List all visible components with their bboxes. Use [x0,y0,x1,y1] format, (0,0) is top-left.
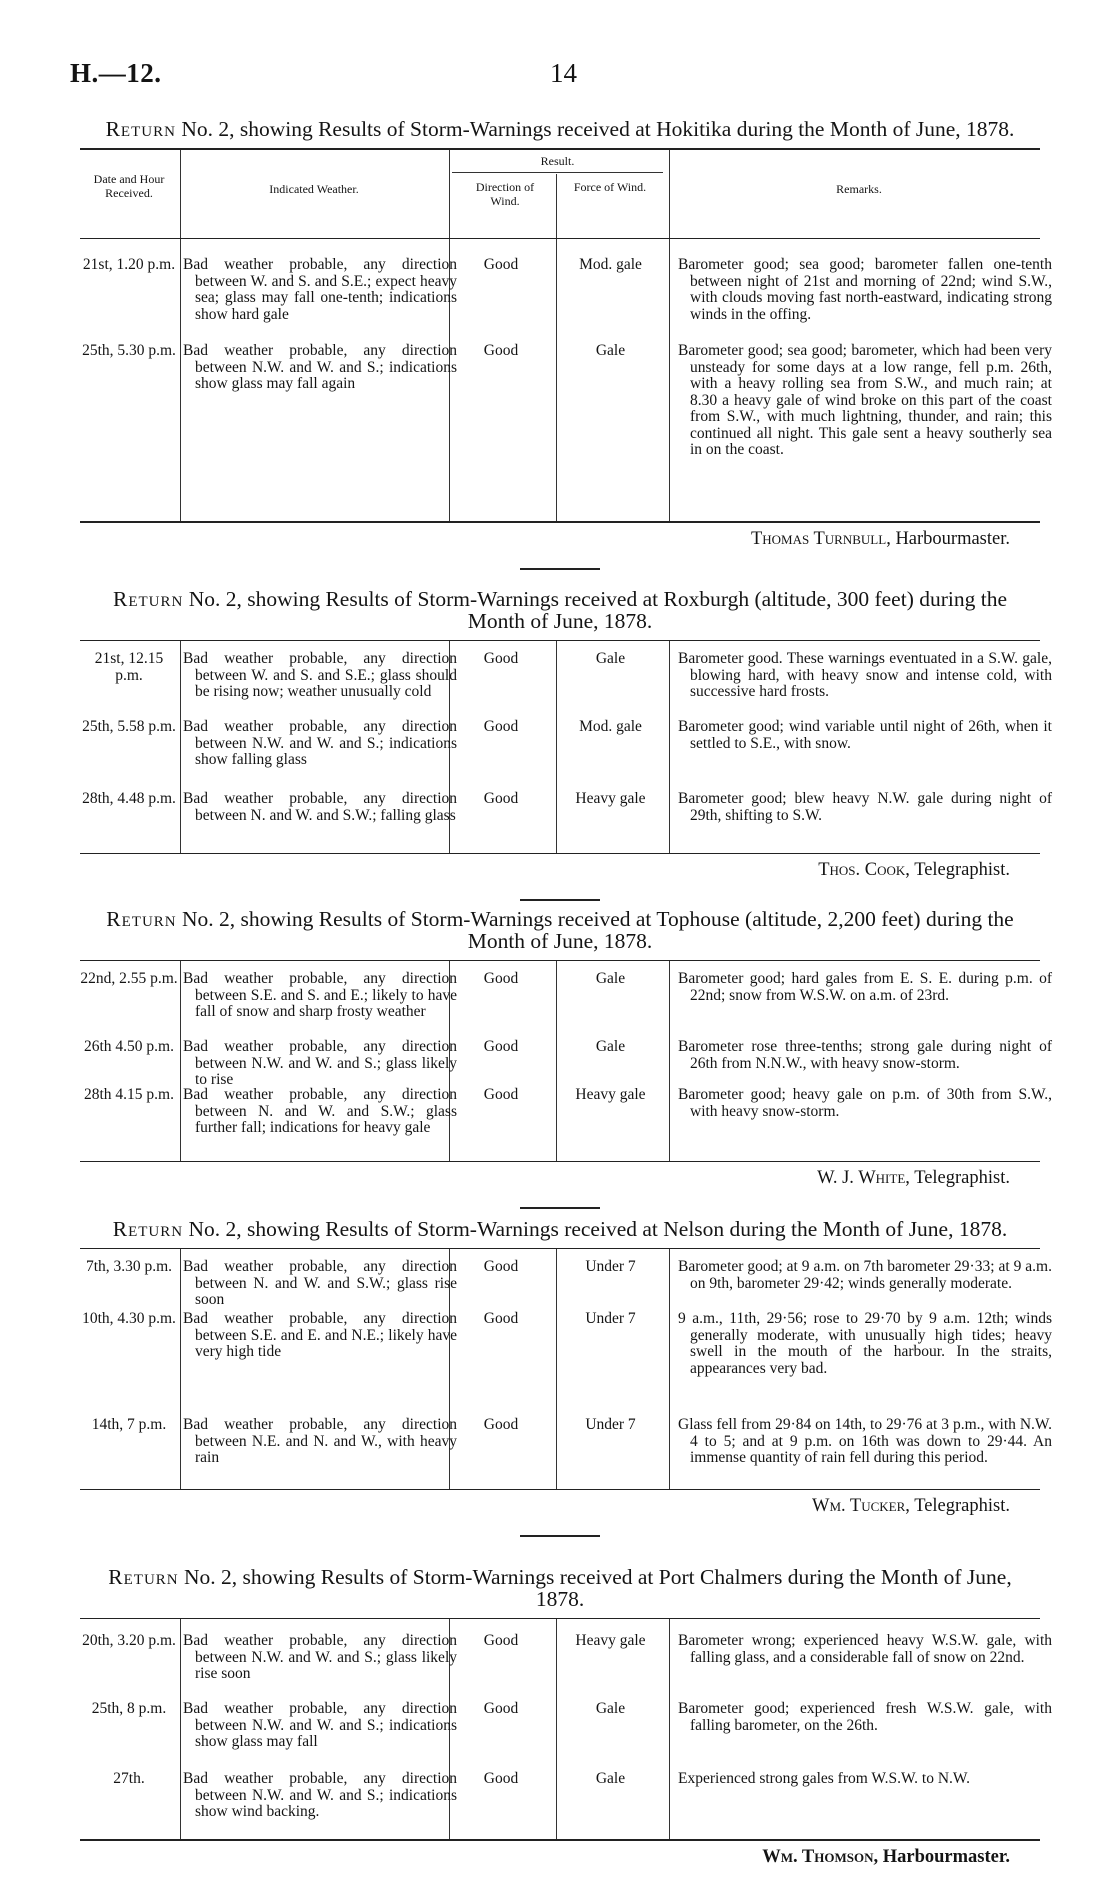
signature: Wm. Thomson, Harbourmaster. [762,1847,1010,1867]
remarks-cell: 9 a.m., 11th, 29·56; rose to 29·70 by 9 a.m. 12th; winds generally moderate, with unusually high tides; heavy swell in the mouth of the harbour. In the straits, appearances very bad. [678,1310,1052,1377]
col-result: Result. [540,154,575,168]
date-cell: 28th, 4.48 p.m. [82,790,176,807]
indicated-cell: Bad weather probable, any direction between N.W. and W. and S.; indications show glass may fall [183,1700,457,1750]
direction-cell: Good [483,790,519,807]
signature: W. J. White, Telegraphist. [817,1168,1010,1188]
page-number: 14 [550,58,577,88]
force-cell: Under 7 [585,1310,636,1327]
col-force: Force of Wind. [573,180,647,194]
indicated-cell: Bad weather probable, any direction between N. and W. and S.W.; glass rise soon [183,1258,457,1308]
return-nelson [80,1217,1052,1537]
signature: Wm. Tucker, Telegraphist. [811,1496,1010,1516]
force-cell: Heavy gale [575,1632,646,1649]
section-title: Return No. 2, showing Results of Storm-Warnings received at Hokitika during the Month of June, 1878. [105,117,1015,141]
remarks-cell: Barometer good; wind variable until night of 26th, when it settled to S.E., with snow. [678,718,1052,752]
table-body [80,1249,1052,1489]
indicated-cell: Bad weather probable, any direction between N.W. and W. and S.; indications show falling glass [183,718,457,768]
section-title: Return No. 2, showing Results of Storm-Warnings received at Port Chalmers during the Month of June, 1878. [108,1565,1012,1611]
remarks-cell: Barometer good; blew heavy N.W. gale during night of 29th, shifting to S.W. [678,790,1052,824]
remarks-cell: Barometer wrong; experienced heavy W.S.W. gale, with falling glass, and a considerable fall of snow on 22nd. [678,1632,1052,1666]
indicated-cell: Bad weather probable, any direction between S.E. and S. and E.; likely to have fall of snow and sharp frosty weather [183,970,457,1020]
remarks-cell: Barometer good; heavy gale on p.m. of 30th from S.W., with heavy snow-storm. [678,1086,1052,1120]
date-cell: 21st, 12.15 p.m. [94,650,164,684]
remarks-cell: Barometer good; hard gales from E. S. E. during p.m. of 22nd; snow from W.S.W. on a.m. of 23rd. [678,970,1052,1004]
direction-cell: Good [483,1310,519,1327]
direction-cell: Good [483,1038,519,1055]
indicated-cell: Bad weather probable, any direction between N.E. and N. and W., with heavy rain [183,1416,457,1466]
indicated-cell: Bad weather probable, any direction between N.W. and W. and S.; indications show glass may fall again [183,342,457,392]
storm-table [80,640,1052,854]
return-tophouse [80,907,1052,1209]
remarks-cell: Experienced strong gales from W.S.W. to N.W. [678,1770,971,1787]
return-port-chalmers [80,1565,1052,1868]
table-body [80,239,1052,521]
remarks-cell: Glass fell from 29·84 on 14th, to 29·76 at 3 p.m., with N.W. 4 to 5; and at 9 p.m. on 16th was down to 29·44. An immense quantity of rain fell during this period. [678,1416,1052,1466]
col-direction: Direction of Wind. [475,180,535,208]
date-cell: 14th, 7 p.m. [91,1416,167,1433]
column-headers [80,150,1040,238]
direction-cell: Good [483,1416,519,1433]
direction-cell: Good [483,1086,519,1103]
col-date: Date and Hour Received. [93,172,165,200]
direction-cell: Good [483,1700,519,1717]
indicated-cell: Bad weather probable, any direction between N. and W. and S.W.; glass further fall; indications for heavy gale [183,1086,457,1136]
remarks-cell: Barometer good; sea good; barometer fallen one-tenth between night of 21st and morning of 22nd; wind S.W., with clouds moving fast north-eastward, indicating strong winds in the offing. [678,256,1052,323]
table-body [80,1619,1052,1839]
force-cell: Gale [595,970,626,987]
force-cell: Gale [595,1038,626,1055]
storm-table [80,1618,1052,1841]
date-cell: 10th, 4.30 p.m. [82,1310,176,1327]
col-indicated: Indicated Weather. [269,182,359,196]
force-cell: Gale [595,650,626,667]
remarks-cell: Barometer rose three-tenths; strong gale during night of 26th from N.N.W., with heavy snow-storm. [678,1038,1052,1072]
indicated-cell: Bad weather probable, any direction between W. and S. and S.E.; expect heavy sea; glass may fall one-tenth; indications show hard gale [183,256,457,323]
date-cell: 21st, 1.20 p.m. [82,256,176,273]
force-cell: Under 7 [585,1416,636,1433]
remarks-cell: Barometer good; sea good; barometer, which had been very unsteady for some days at a low range, fell p.m. 26th, with a heavy rolling sea from S.W., and much rain; at 8.30 a heavy gale of wind broke on this part of the coast from S.W., with much lightning, thunder, and rain; this continued all night. This gale sent a heavy southerly sea in on the coast. [678,342,1052,458]
remarks-cell: Barometer good. These warnings eventuated in a S.W. gale, blowing hard, with heavy snow and intense cold, with successive hard frosts. [678,650,1052,700]
storm-table [80,148,1052,523]
indicated-cell: Bad weather probable, any direction between W. and S. and S.E.; glass should be rising now; weather unusually cold [183,650,457,700]
section-title: Return No. 2, showing Results of Storm-Warnings received at Roxburgh (altitude, 300 feet) during the Month of June, 1878. [112,587,1008,633]
force-cell: Mod. gale [579,718,642,735]
storm-table [80,1248,1052,1490]
table-body [80,641,1052,853]
force-cell: Gale [595,342,626,359]
date-cell: 25th, 5.30 p.m. [82,342,176,359]
direction-cell: Good [483,1770,519,1787]
date-cell: 26th 4.50 p.m. [84,1038,174,1055]
direction-cell: Good [483,970,519,987]
force-cell: Heavy gale [575,1086,646,1103]
date-cell: 27th. [113,1770,145,1787]
section-title: Return No. 2, showing Results of Storm-Warnings received at Tophouse (altitude, 2,200 feet) during the Month of June, 1878. [106,907,1014,953]
remarks-cell: Barometer good; at 9 a.m. on 7th barometer 29·33; at 9 a.m. on 9th, barometer 29·42; winds generally moderate. [678,1258,1052,1292]
force-cell: Gale [595,1770,626,1787]
force-cell: Mod. gale [579,256,642,273]
return-roxburgh [80,587,1052,901]
col-remarks: Remarks. [836,182,882,196]
signature: Thomas Turnbull, Harbourmaster. [750,529,1010,549]
storm-table [80,960,1052,1162]
return-hokitika [80,117,1052,570]
signature: Thos. Cook, Telegraphist. [818,860,1010,880]
direction-cell: Good [483,342,519,359]
date-cell: 7th, 3.30 p.m. [85,1258,173,1275]
force-cell: Heavy gale [575,790,646,807]
direction-cell: Good [483,256,519,273]
date-cell: 20th, 3.20 p.m. [82,1632,176,1649]
date-cell: 22nd, 2.55 p.m. [80,970,178,987]
indicated-cell: Bad weather probable, any direction between N. and W. and S.W.; falling glass [183,790,457,824]
indicated-cell: Bad weather probable, any direction between N.W. and W. and S.; indications show wind backing. [183,1770,457,1820]
section-title: Return No. 2, showing Results of Storm-Warnings received at Nelson during the Month of June, 1878. [112,1217,1008,1241]
direction-cell: Good [483,650,519,667]
force-cell: Gale [595,1700,626,1717]
direction-cell: Good [483,1258,519,1275]
remarks-cell: Barometer good; experienced fresh W.S.W. gale, with falling barometer, on the 26th. [678,1700,1052,1734]
indicated-cell: Bad weather probable, any direction between S.E. and E. and N.E.; likely have very high tide [183,1310,457,1360]
force-cell: Under 7 [585,1258,636,1275]
date-cell: 25th, 8 p.m. [91,1700,167,1717]
direction-cell: Good [483,1632,519,1649]
indicated-cell: Bad weather probable, any direction between N.W. and W. and S.; glass likely rise soon [183,1632,457,1682]
direction-cell: Good [483,718,519,735]
table-body [80,961,1052,1161]
page-code: H.—12. [70,58,162,88]
indicated-cell: Bad weather probable, any direction between N.W. and W. and S.; glass likely to rise [183,1038,457,1088]
date-cell: 28th 4.15 p.m. [84,1086,174,1103]
date-cell: 25th, 5.58 p.m. [82,718,176,735]
